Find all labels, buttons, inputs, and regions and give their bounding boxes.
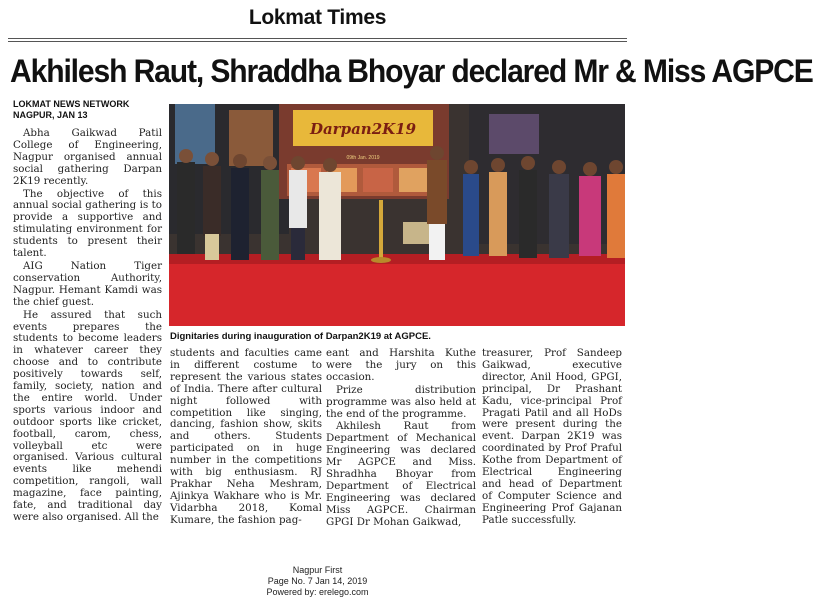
person-4	[261, 170, 279, 260]
article-column-3	[326, 348, 476, 552]
person-6	[319, 172, 341, 260]
person-10	[519, 170, 537, 258]
footer-edition: Nagpur First	[292, 565, 343, 575]
photo-red-carpet	[169, 254, 625, 326]
person-3-head	[233, 154, 247, 168]
person-7-legs	[429, 224, 445, 260]
photo-caption: Dignitaries during inauguration of Darpan2K19 at AGPCE.	[170, 331, 431, 342]
person-2-legs	[205, 234, 219, 260]
masthead-rule-2	[8, 41, 627, 42]
photo-lamp-base	[371, 257, 391, 263]
person-8-head	[464, 160, 478, 174]
person-3	[231, 168, 249, 260]
person-13	[607, 174, 625, 258]
article-paragraph: The objective of this annual social gathering is to provide a supportive and stimulating environment for students to present their talent.	[13, 187, 162, 260]
byline-dateline: NAGPUR, JAN 13	[13, 110, 88, 120]
person-2-head	[205, 152, 219, 166]
person-5-legs	[291, 228, 305, 260]
person-4-head	[263, 156, 277, 170]
person-1-head	[179, 149, 193, 163]
person-12-head	[583, 162, 597, 176]
footer-page-line: Page No. 7 Jan 14, 2019	[267, 576, 368, 586]
person-7-head	[430, 146, 444, 160]
article-paragraph: Prize distribution programme was also held at the end of the programme.	[326, 383, 476, 420]
photo-poster-right	[489, 114, 539, 154]
byline-agency: LOKMAT NEWS NETWORK	[13, 99, 130, 109]
person-7	[427, 160, 447, 224]
person-2	[203, 166, 221, 236]
person-5	[289, 170, 307, 228]
article-paragraph: AIG Nation Tiger conservation Authority, Nagpur. Hemant Kamdi was the chief guest.	[13, 259, 162, 308]
article-paragraph: eant and Harshita Kuthe were the jury on this occasion.	[326, 347, 476, 383]
headline: Akhilesh Raut, Shraddha Bhoyar declared Mr & Miss AGPCE	[10, 53, 813, 89]
page-footer	[0, 565, 635, 598]
person-11	[549, 174, 569, 258]
person-8	[463, 174, 479, 256]
article-column-1	[13, 128, 162, 550]
masthead-rule	[8, 38, 627, 39]
article-column-2	[170, 348, 322, 552]
footer-powered: Powered by: erelego.com	[266, 587, 369, 597]
byline	[13, 99, 129, 121]
banner-date: 09th Jan. 2019	[346, 155, 380, 161]
person-12	[579, 176, 601, 256]
person-13-head	[609, 160, 623, 174]
article-paragraph: treasurer, Prof Sandeep Gaikwad, executive director, Anil Hood, GPGI, principal, Dr Prashant Kadu, vice-principal Prof Pragati Patil and all HoDs were present during the event. Darpan 2K19 was coordinated by Prof Praful Kothe from Department of Electrical Engineering and head of Department of Computer Science and Engineering Prof Gajanan Patle successfully.	[482, 347, 622, 526]
article-paragraph: Abha Gaikwad Patil College of Engineering, Nagpur organised annual social gathering Darpan 2K19 recently.	[13, 127, 162, 187]
photo-lamp-stand	[379, 200, 383, 260]
article-column-4	[482, 348, 622, 552]
person-1	[177, 162, 195, 254]
person-5-head	[291, 156, 305, 170]
person-9	[489, 172, 507, 256]
article-paragraph: He assured that such events prepares the students to become leaders in whatever career they choose and to contribute positively towards self, family, society, nation and the entire world. Under sports various indoor and outdoor sports like cricket, football, carom, chess, volleyball etc were organised. Various cultural events like mehendi competition, rangoli, wall magazine, face painting, fate, and traditional day were also organised. All the	[13, 308, 162, 523]
photo-banner-tile-3	[363, 168, 393, 192]
person-10-head	[521, 156, 535, 170]
masthead: Lokmat Times	[248, 6, 387, 29]
article-paragraph: students and faculties came in different costume to represent the various states of India. There after cultural night followed with competition like singing, dancing, fashion show, skits and others. Students participated on in huge number in the competitions with big enthusiasm. RJ Prakhar Neha Meshram, Ajinkya Wakhare who is Mr. Vidarbha 2018, Komal Kumare, the fashion pag-	[170, 347, 322, 526]
photo-table	[403, 222, 431, 244]
person-9-head	[491, 158, 505, 172]
article-paragraph: Akhilesh Raut from Department of Mechanical Engineering was declared Mr AGPCE and Miss. Shradhha Bhoyar from Department of Electrical Engineering was declared Miss AGPCE. Chairman GPGI Dr Mohan Gaikwad,	[326, 420, 476, 528]
person-11-head	[552, 160, 566, 174]
banner-title: Darpan2K19	[309, 120, 417, 138]
event-photo	[169, 104, 625, 326]
person-6-head	[323, 158, 337, 172]
